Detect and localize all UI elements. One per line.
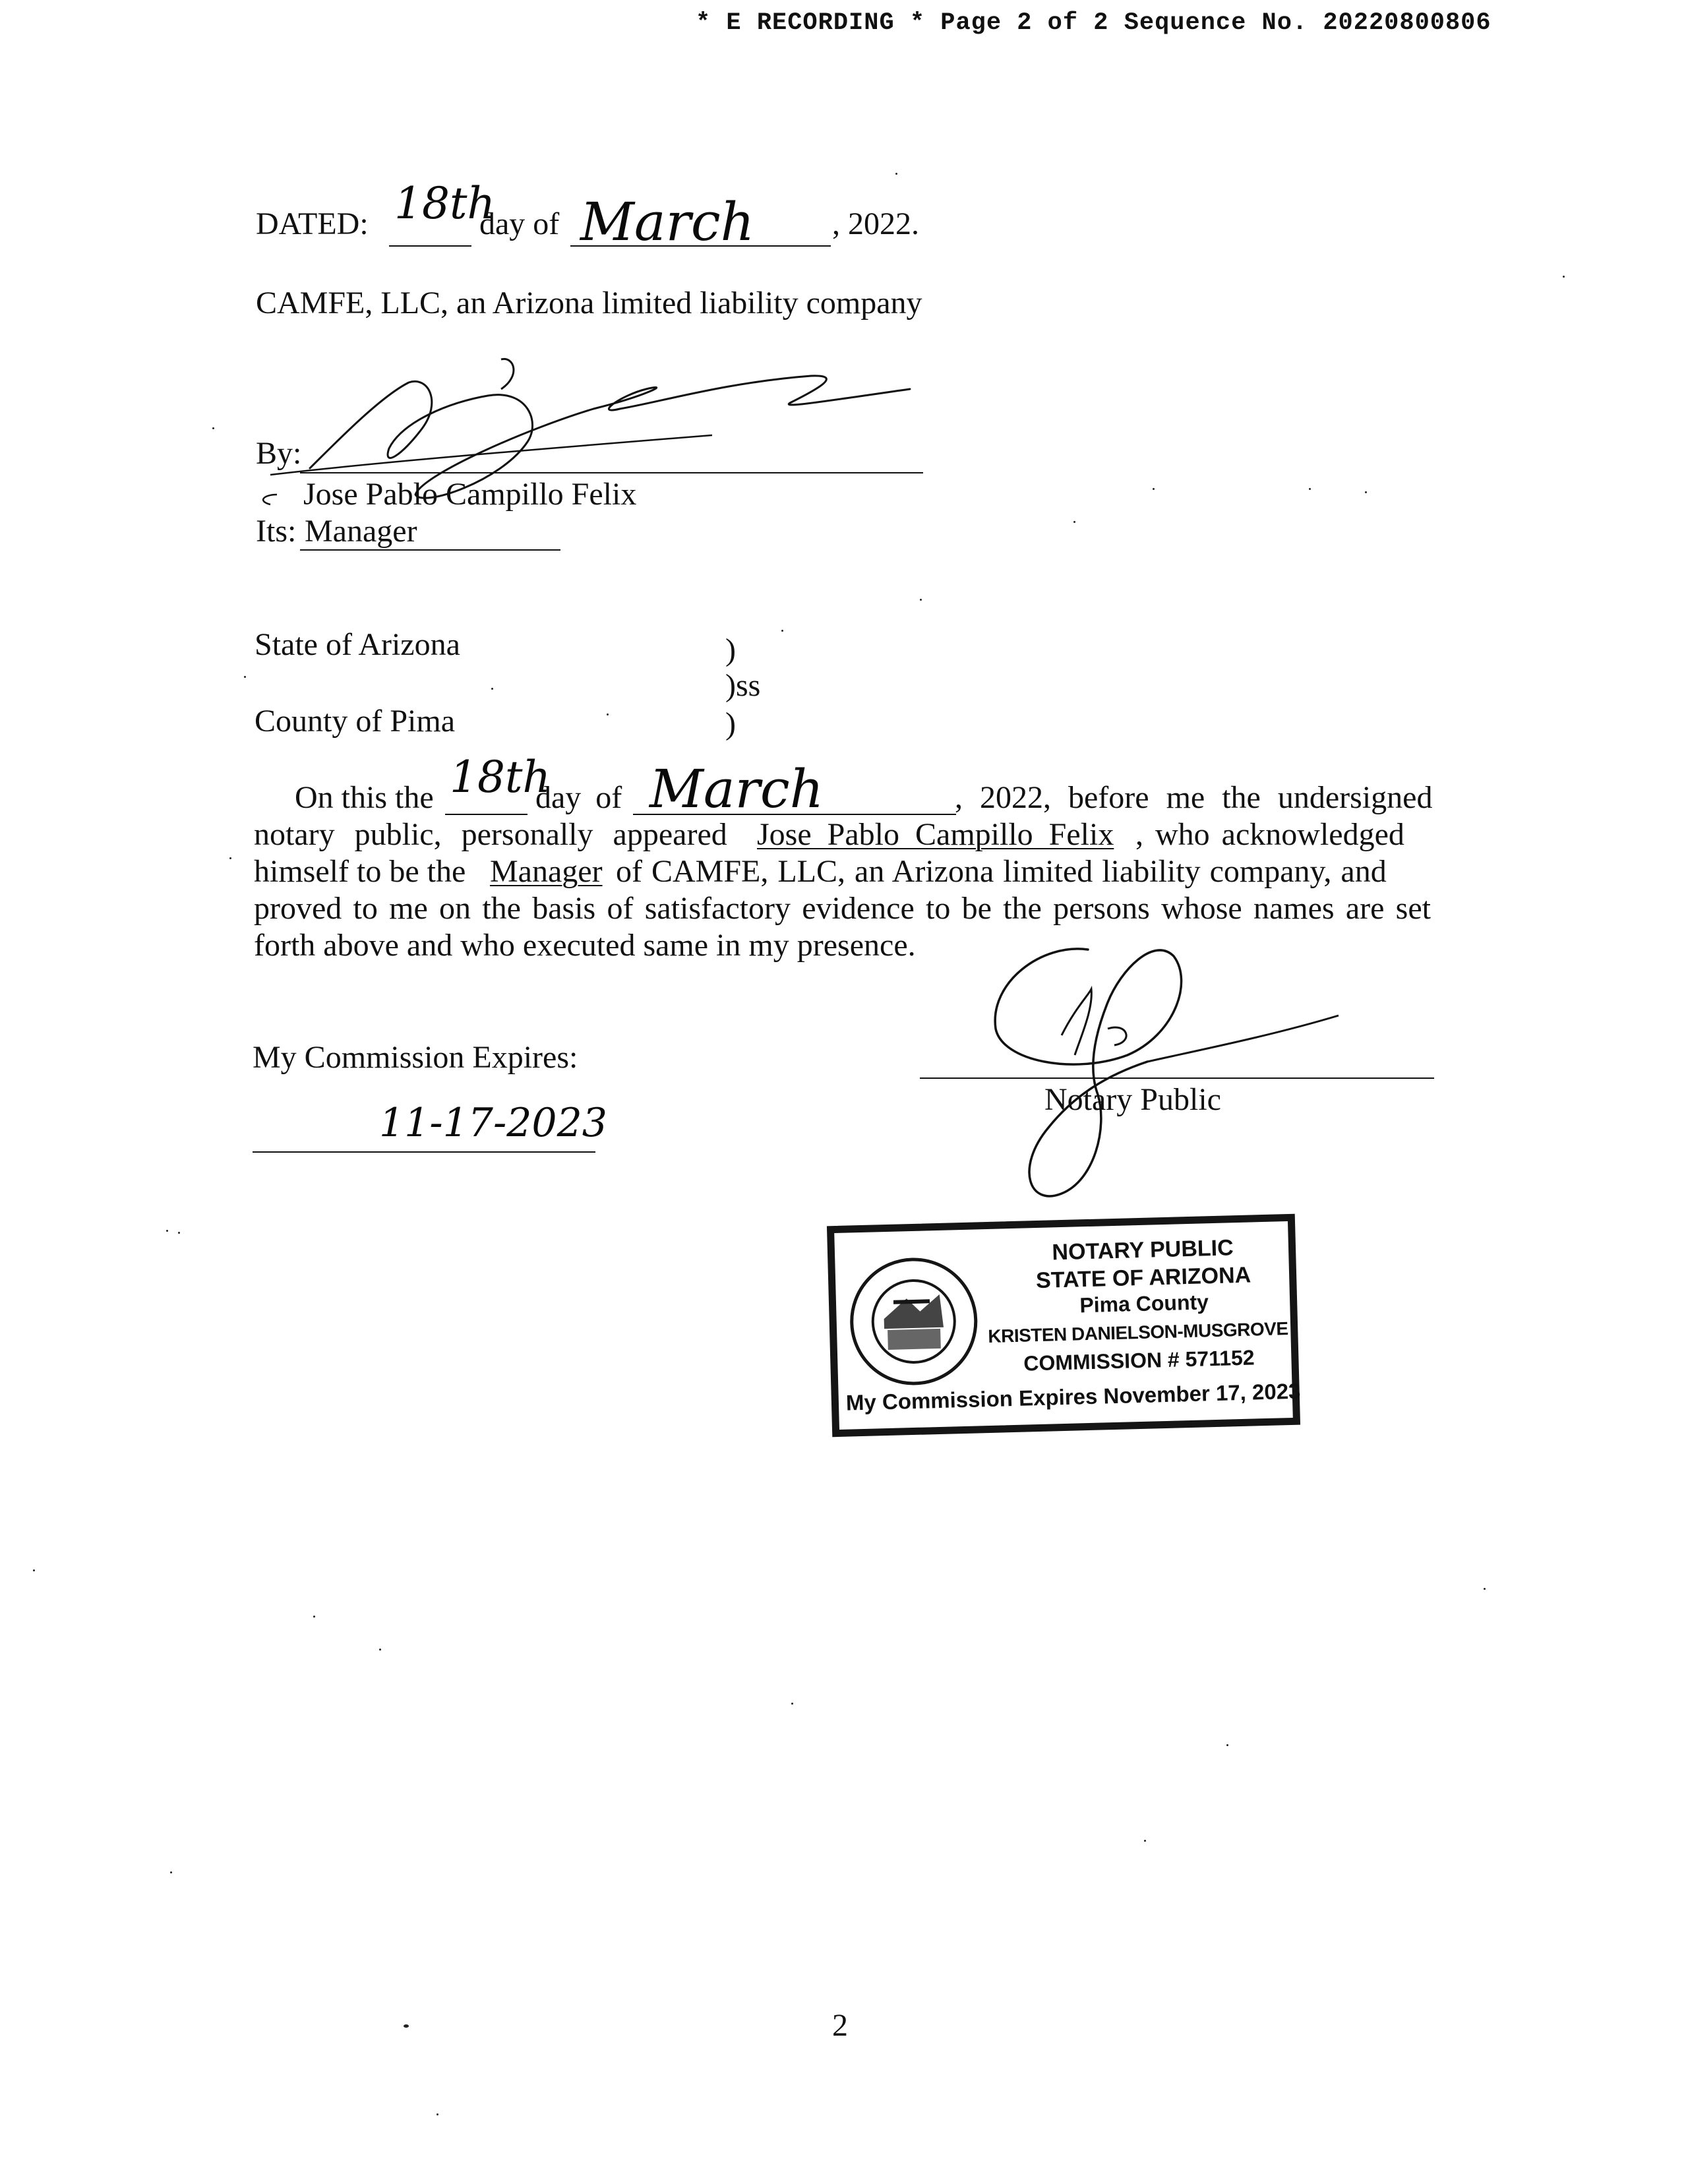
scan-speck — [1365, 491, 1367, 493]
scan-speck — [33, 1569, 35, 1571]
scan-speck — [313, 1616, 315, 1618]
dated-day-of: day of — [479, 206, 560, 241]
ack-line2-name: Jose Pablo Campillo Felix — [757, 817, 1114, 852]
dated-year: , 2022. — [832, 206, 919, 241]
its-value: Manager — [305, 514, 417, 549]
scan-speck — [166, 1230, 168, 1232]
ack-line1-mid: day of — [535, 780, 622, 815]
dated-label: DATED: — [256, 206, 369, 241]
by-label: By: — [256, 436, 302, 471]
ack-line2-prefix: notary public, personally appeared — [254, 817, 727, 852]
notary-stamp — [827, 1214, 1300, 1437]
scan-speck — [437, 2113, 438, 2115]
commission-label: My Commission Expires: — [253, 1040, 578, 1075]
scan-speck — [1153, 488, 1155, 490]
company-line: CAMFE, LLC, an Arizona limited liability company — [256, 286, 922, 320]
ack-month-handwritten: March — [649, 758, 824, 820]
commission-date-underline — [253, 1151, 595, 1153]
ack-line2-suffix: , who acknowledged — [1135, 817, 1404, 852]
venue-state: State of Arizona — [255, 627, 460, 662]
stamp-line-4: KRISTEN DANIELSON-MUSGROVE — [987, 1318, 1288, 1347]
scan-speck — [170, 1871, 172, 1873]
scan-speck — [244, 676, 246, 678]
scan-speck — [1484, 1588, 1486, 1590]
ack-day-underline — [445, 814, 528, 815]
scan-speck — [1309, 488, 1311, 490]
dated-day-handwritten: 18th — [394, 178, 496, 229]
recording-header: * E RECORDING * Page 2 of 2 Sequence No. 20220800806 — [696, 9, 1492, 37]
scan-speck — [791, 1703, 793, 1705]
ack-day-handwritten: 18th — [450, 752, 551, 803]
notary-public-label: Notary Public — [1044, 1082, 1221, 1117]
scan-speck — [607, 713, 609, 715]
notary-signature-scribble — [976, 930, 1345, 1207]
scan-speck — [920, 599, 922, 601]
ack-line4: proved to me on the basis of satisfactory evidence to be the persons whose names are set — [254, 891, 1431, 926]
state-seal-icon — [846, 1254, 981, 1389]
notary-signature-line — [920, 1077, 1434, 1079]
stamp-line-3: Pima County — [1079, 1290, 1209, 1318]
dated-day-underline — [389, 245, 471, 247]
ack-line3-prefix: himself to be the — [254, 854, 466, 889]
venue-paren-ss: )ss — [725, 668, 761, 703]
signer-name: Jose Pablo Campillo Felix — [303, 477, 637, 512]
scan-speck — [1144, 1840, 1146, 1842]
ack-line1-suffix: , 2022, before me the undersigned — [955, 780, 1433, 815]
scan-speck — [781, 630, 783, 632]
scan-speck — [895, 173, 897, 175]
ack-line5: forth above and who executed same in my presence. — [254, 928, 916, 963]
page-number: 2 — [832, 2008, 848, 2043]
scan-speck — [229, 857, 231, 859]
scan-speck — [404, 2024, 409, 2028]
venue-county: County of Pima — [255, 704, 456, 739]
ack-line1-prefix: On this the — [295, 780, 434, 815]
ack-line3-suffix: of CAMFE, LLC, an Arizona limited liability company, and — [616, 854, 1387, 889]
commission-date-handwritten: 11-17-2023 — [379, 1100, 607, 1146]
scan-speck — [178, 1232, 180, 1234]
venue-paren-top: ) — [725, 632, 736, 667]
stamp-line-6: My Commission Expires November 17, 2023 — [845, 1378, 1301, 1415]
scan-speck — [491, 688, 493, 690]
dated-month-handwritten: March — [580, 191, 755, 253]
scan-speck — [1226, 1744, 1228, 1746]
scan-speck — [1563, 276, 1565, 278]
stamp-line-2: STATE OF ARIZONA — [1035, 1262, 1251, 1294]
stamp-line-1: NOTARY PUBLIC — [1052, 1235, 1234, 1265]
its-underline — [300, 549, 560, 551]
scan-speck — [1073, 521, 1075, 523]
ack-line3-title: Manager — [490, 854, 603, 889]
stamp-line-5: COMMISSION # 571152 — [1023, 1345, 1255, 1376]
scan-speck — [212, 427, 214, 429]
scan-speck — [379, 1649, 381, 1651]
venue-paren-bottom: ) — [725, 706, 736, 741]
its-label: Its: — [256, 514, 297, 549]
